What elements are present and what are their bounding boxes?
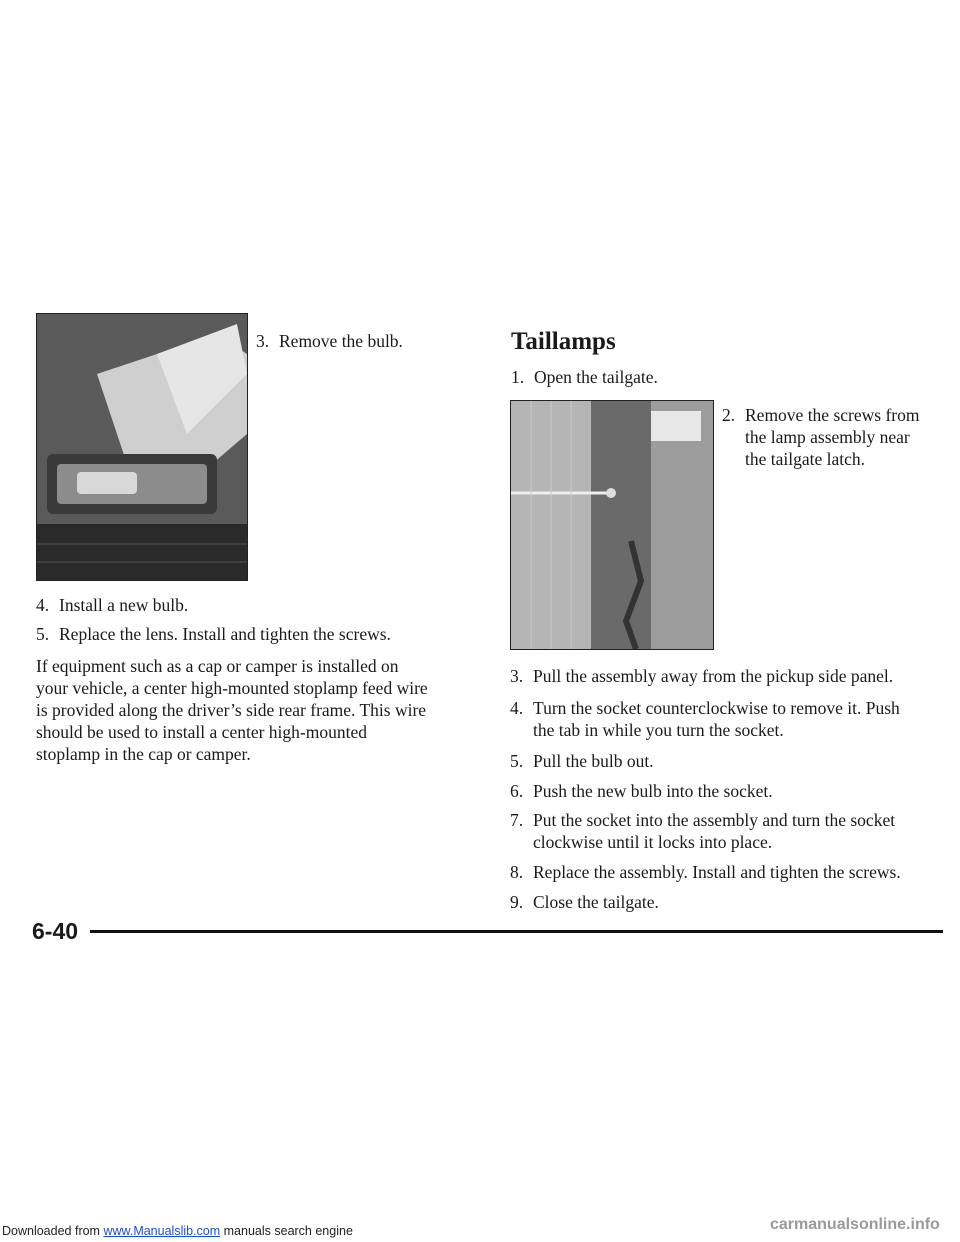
step-text: [533, 809, 895, 853]
step-text: [745, 404, 919, 470]
step-text: Close the tailgate.: [533, 892, 659, 912]
tailgate-latch-illustration: [511, 401, 713, 649]
step-line: the lamp assembly near: [745, 427, 910, 447]
right-step-8: [510, 861, 950, 885]
paragraph-line: your vehicle, a center high-mounted stoplamp feed wire: [36, 678, 428, 698]
right-step-9: [510, 891, 950, 915]
step-number: 2.: [722, 405, 736, 425]
step-line: clockwise until it locks into place.: [533, 832, 773, 852]
footer-suffix: manuals search engine: [220, 1224, 353, 1238]
step-text: Push the new bulb into the socket.: [533, 781, 773, 801]
step-text: Replace the lens. Install and tighten the screws.: [59, 624, 391, 644]
step-number: 5.: [510, 751, 524, 771]
step-line: the tailgate latch.: [745, 449, 866, 469]
step-number: 7.: [510, 810, 524, 830]
step-number: 4.: [36, 595, 50, 615]
paragraph-line: is provided along the driver’s side rear frame. This wire: [36, 700, 427, 720]
right-step-4: [510, 697, 950, 743]
step-line: Remove the screws from: [745, 405, 920, 425]
step-text: Replace the assembly. Install and tighten the screws.: [533, 862, 901, 882]
paragraph-line: If equipment such as a cap or camper is installed on: [36, 656, 399, 676]
step-line: Put the socket into the assembly and turn the socket: [533, 810, 896, 830]
page-number: 6-40: [32, 918, 79, 944]
step-number: 3.: [510, 666, 524, 686]
paragraph-line: should be used to install a center high-mounted: [36, 722, 367, 742]
step-number: 8.: [510, 862, 524, 882]
step-text: [533, 697, 900, 741]
step-text: Install a new bulb.: [59, 595, 189, 615]
right-step-7: [510, 809, 950, 855]
section-heading: Taillamps: [511, 328, 616, 355]
right-step-3: [510, 665, 950, 689]
right-step-2: [722, 404, 952, 474]
page-rule: [90, 930, 943, 933]
left-step-5: [36, 623, 466, 647]
right-step-1: [511, 366, 811, 390]
step-line: the tab in while you turn the socket.: [533, 720, 784, 740]
step-number: 3.: [256, 331, 270, 351]
footer-prefix: Downloaded from: [2, 1224, 104, 1238]
step-number: 4.: [510, 698, 524, 718]
bulb-removal-illustration: [37, 314, 247, 580]
step-number: 1.: [511, 367, 525, 387]
paragraph-line: stoplamp in the cap or camper.: [36, 744, 251, 764]
right-step-6: [510, 780, 950, 804]
bulb-removal-photo: [36, 313, 248, 581]
download-footer: [2, 1224, 353, 1238]
step-text: Pull the bulb out.: [533, 751, 654, 771]
step-number: 6.: [510, 781, 524, 801]
step-text: Remove the bulb.: [279, 331, 403, 351]
watermark: carmanualsonline.info: [770, 1216, 940, 1233]
step-text: Open the tailgate.: [534, 367, 658, 387]
tailgate-screws-photo: [510, 400, 714, 650]
left-step-3: [256, 330, 456, 354]
step-number: 9.: [510, 892, 524, 912]
left-step-4: [36, 594, 456, 618]
step-number: 5.: [36, 624, 50, 644]
step-text: Pull the assembly away from the pickup side panel.: [533, 666, 894, 686]
right-step-5: [510, 750, 950, 774]
manualslib-link[interactable]: www.Manualslib.com: [103, 1224, 221, 1238]
step-line: Turn the socket counterclockwise to remove it. Push: [533, 698, 900, 718]
stoplamp-paragraph: [36, 655, 476, 765]
